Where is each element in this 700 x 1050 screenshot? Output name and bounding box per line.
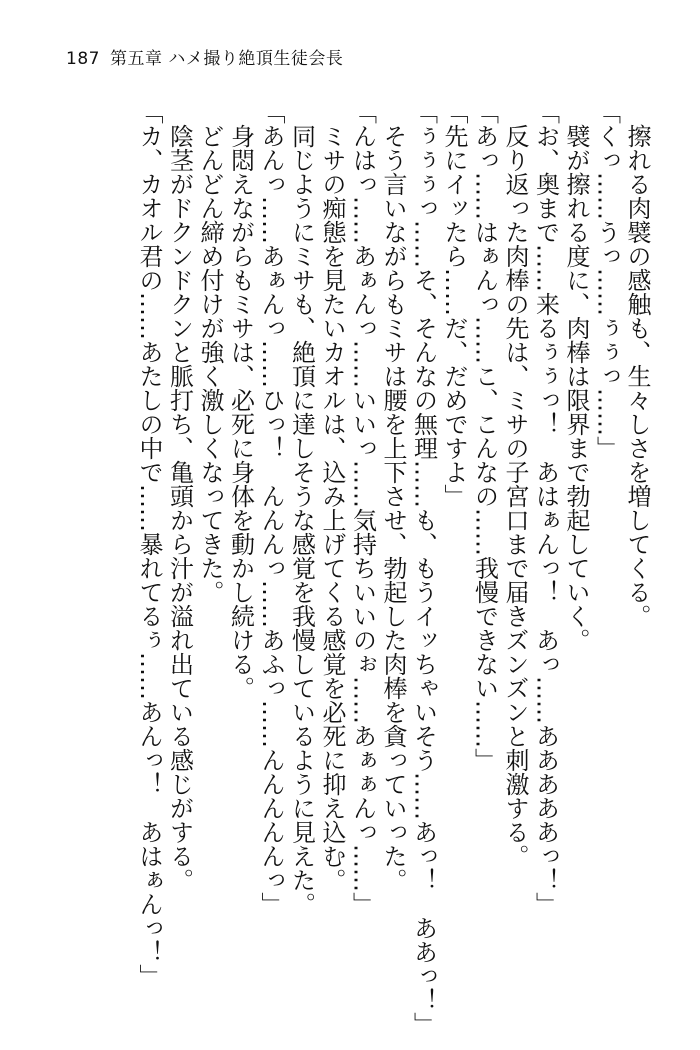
- text-column: 「んはっ……あぁんっ……いいっ……気持ちいいのぉ……あぁぁんっ……」: [348, 100, 377, 916]
- chapter-title: 第五章 ハメ撮り絶頂生徒会長: [109, 49, 344, 69]
- text-column: 擦れる肉襞の感触も、生々しさを増してくる。: [623, 100, 651, 628]
- text-column: ミサの痴態を見たいカオルは、込み上げてくる感覚を必死に抑え込む。: [318, 100, 346, 892]
- text-column: 同じようにミサも、絶頂に達しそうな感覚を我慢しているように見えた。: [287, 100, 316, 916]
- text-column: 「くっ……うっ……ぅぅっ……」: [592, 100, 621, 460]
- text-column: 「カ、カオル君の……あたしの中で……暴れてるぅ……あんっ！ あはぁんっ！」: [135, 100, 163, 988]
- text-column: 「先にイッたら……だ、だめですよ」: [440, 100, 468, 508]
- text-column: そう言いながらもミサは腰を上下させ、勃起した肉棒を貪っていった。: [379, 100, 407, 892]
- text-column: 「あっ……はぁんっ……こ、こんなの……我慢できない……」: [470, 100, 499, 772]
- text-column: 陰茎がドクンドクンと脈打ち、亀頭から汁が溢れ出ている感じがする。: [165, 100, 194, 892]
- text-column: 「あんっ……あぁんっ……ひっ！ んんんっ……あふっ……んんんんんっ」: [257, 100, 285, 916]
- running-header: [66, 44, 343, 69]
- text-column: 「ぅぅぅっ……そ、そんなの無理……も、もうイッちゃいそう……あっ！ ああっ！」: [409, 100, 438, 1036]
- text-column: 襞が擦れる度に、肉棒は限界まで勃起していく。: [562, 100, 590, 652]
- text-column: 「お、奥まで……来るぅぅっ！ あはぁんっ！ あっ……あああああっ！」: [531, 100, 560, 916]
- text-column: どんどん締め付けが強く激しくなってきた。: [196, 100, 224, 604]
- text-column: 反り返った肉棒の先は、ミサの子宮口まで届きズンズンと刺激する。: [501, 100, 529, 868]
- page-number: 187: [66, 49, 100, 69]
- vertical-text-body: [72, 100, 652, 1036]
- text-column: 身悶えながらもミサは、必死に身体を動かし続ける。: [226, 100, 255, 700]
